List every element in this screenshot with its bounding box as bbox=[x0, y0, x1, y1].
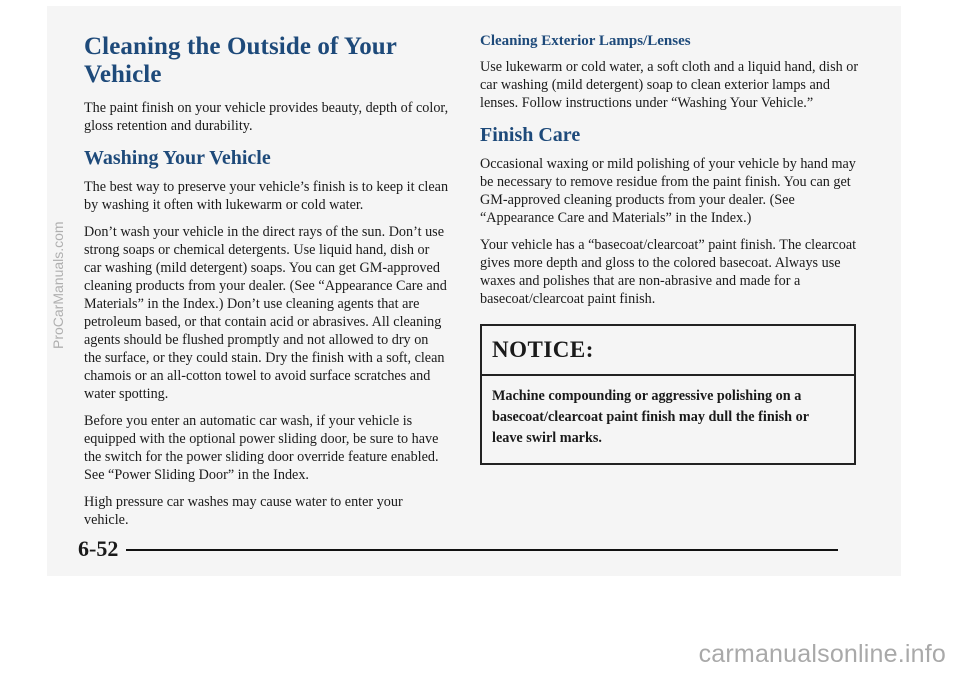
right-column bbox=[480, 33, 860, 465]
finish-paragraph-1: Occasional waxing or mild polishing of your vehicle by hand may be necessary to remove residue from the paint finish. You can get GM-approved cleaning products from your dealer. (See “Appearance Care and Materials” in the Index.) bbox=[480, 156, 856, 226]
manual-page bbox=[47, 6, 901, 576]
lamps-paragraph: Use lukewarm or cold water, a soft cloth and a liquid hand, dish or car washing (mild detergent) soap to clean exterior lamps and lenses. Follow instructions under “Washing Your Vehicle.” bbox=[480, 59, 859, 111]
notice-title: NOTICE: bbox=[482, 326, 854, 376]
page-footer bbox=[78, 536, 838, 562]
footer-rule bbox=[126, 549, 838, 551]
page-title: Cleaning the Outside of Your Vehicle bbox=[84, 33, 397, 88]
bottom-watermark: carmanualsonline.info bbox=[698, 640, 946, 668]
washing-heading: Washing Your Vehicle bbox=[84, 147, 271, 169]
left-column bbox=[84, 33, 449, 538]
finish-care-heading: Finish Care bbox=[480, 124, 581, 146]
washing-paragraph-3: Before you enter an automatic car wash, if your vehicle is equipped with the optional power sliding door, be sure to have the switch for the power sliding door override feature enabled. See “Power Sliding Door” in the Index. bbox=[84, 413, 439, 483]
side-watermark: ProCarManuals.com bbox=[50, 221, 66, 349]
washing-paragraph-2: Don’t wash your vehicle in the direct rays of the sun. Don’t use strong soaps or chemical detergents. Use liquid hand, dish or car washing (mild detergent) soaps. You can get GM-approved cleaning products from your dealer. (See “Appearance Care and Materials” in the Index.) Don’t use cleaning agents that are petroleum based, or that contain acid or abrasives. All cleaning agents should be flushed promptly and not allowed to dry on the surface, or they could stain. Dry the finish with a soft, clean chamois or an all-cotton towel to avoid surface scratches and water spotting. bbox=[84, 224, 447, 402]
notice-text: Machine compounding or aggressive polishing on a basecoat/clearcoat paint finish may dull the finish or leave swirl marks. bbox=[492, 388, 809, 446]
intro-paragraph: The paint finish on your vehicle provides beauty, depth of color, gloss retention and durability. bbox=[84, 100, 449, 134]
washing-paragraph-4: High pressure car washes may cause water to enter your vehicle. bbox=[84, 494, 403, 528]
page-number: 6-52 bbox=[78, 536, 119, 561]
finish-paragraph-2: Your vehicle has a “basecoat/clearcoat” paint finish. The clearcoat gives more depth and gloss to the colored basecoat. Always use waxes and polishes that are non-abrasive and made for a basecoat/clearcoat paint finish. bbox=[480, 237, 857, 307]
notice-box bbox=[480, 324, 856, 465]
washing-paragraph-1: The best way to preserve your vehicle’s finish is to keep it clean by washing it often with lukewarm or cold water. bbox=[84, 179, 449, 213]
lamps-heading: Cleaning Exterior Lamps/Lenses bbox=[480, 33, 691, 49]
